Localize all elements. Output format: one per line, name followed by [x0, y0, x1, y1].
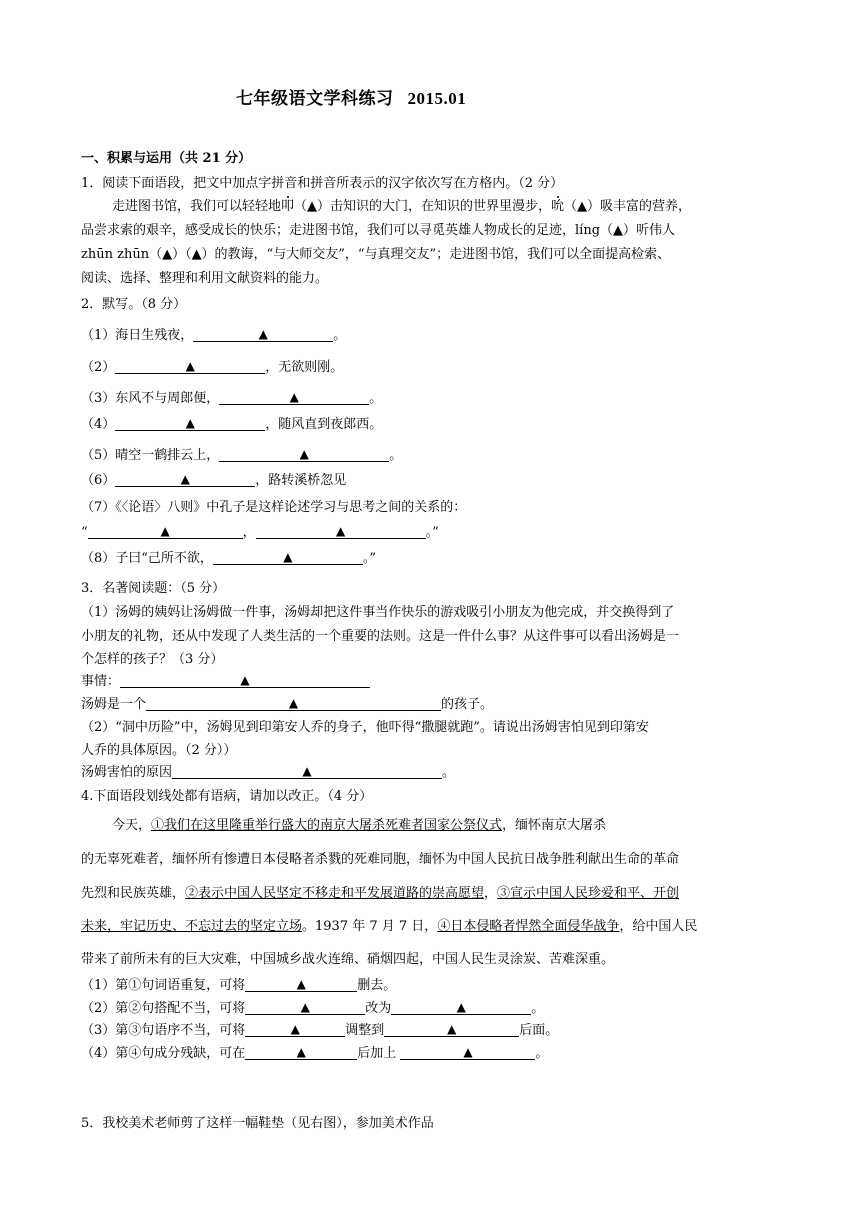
q1-line-3: zhūn zhūn（▲）（▲）的教诲，“与大师交友”，“与真理交友”；走进图书馆，我们可以全面提高检索、 — [81, 247, 671, 262]
q4-answer-2: （2）第②句搭配不当，可将 ▲ 改为 ▲ 。 — [81, 1000, 545, 1016]
title-date: 2015.01 — [407, 89, 467, 108]
answer-blank[interactable]: ▲ — [219, 447, 389, 462]
q5-stem: 5．我校美术老师剪了这样一幅鞋垫（见右图），参加美术作品 — [81, 1116, 434, 1131]
answer-blank[interactable]: ▲ — [391, 1000, 531, 1015]
q2-item-6: （6） ▲ ，路转溪桥忽见 — [81, 472, 347, 488]
answer-blank[interactable]: ▲ — [256, 524, 426, 539]
dotted-char-2: 吮 — [551, 199, 565, 214]
underlined-sentence: ②表示中国人民坚定不移走和平发展道路的崇高愿望 — [185, 886, 485, 901]
page-title — [236, 84, 466, 109]
answer-blank[interactable]: ▲ — [88, 524, 243, 539]
answer-blank[interactable]: ▲ — [146, 696, 441, 711]
q1-line-2: 品尝求索的艰辛，感受成长的快乐；走进图书馆，我们可以寻觅英雄人物成长的足迹，líng（▲）听伟人 — [81, 223, 676, 238]
underlined-sentence: ④日本侵略者悍然全面侵华战争 — [437, 919, 620, 934]
q4-passage-2: 的无辜死难者，缅怀所有惨遭日本侵略者杀戮的死难同胞，缅怀为中国人民抗日战争胜利献出生命的革命 — [81, 852, 680, 867]
q3-sub2-line-2: 人乔的具体原因。（2 分）） — [81, 743, 237, 758]
answer-blank[interactable]: ▲ — [120, 673, 370, 688]
dotted-char-1: 叩 — [281, 199, 295, 214]
q2-item-7: （7）《〈论语〉八则》中孔子是这样论述学习与思考之间的关系的： — [81, 500, 467, 515]
q2-item-4: （4） ▲ ，随风直到夜郎西。 — [81, 416, 383, 432]
q2-item-1: （1）海日生残夜， ▲ 。 — [81, 327, 347, 343]
q2-item-2: （2） ▲ ，无欲则刚。 — [81, 359, 344, 375]
q2-item-5: （5）晴空一鹤排云上， ▲ 。 — [81, 447, 403, 463]
underlined-sentence: ③宣示中国人民珍爱和平、开创 — [497, 886, 680, 901]
answer-blank[interactable]: ▲ — [400, 1045, 535, 1060]
q4-passage-3: 先烈和民族英雄，②表示中国人民坚定不移走和平发展道路的崇高愿望，③宣示中国人民珍爱和平、开创 — [81, 886, 680, 901]
q4-passage-1: 今天，①我们在这里隆重举行盛大的南京大屠杀死难者国家公祭仪式，缅怀南京大屠杀 — [112, 818, 607, 833]
q4-passage-4: 未来，牢记历史、不忘过去的坚定立场。1937 年 7 月 7 日，④日本侵略者悍然全面侵华战争，给中国人民 — [81, 919, 698, 934]
underlined-sentence: ①我们在这里隆重举行盛大的南京大屠杀死难者国家公祭仪式 — [151, 818, 503, 833]
q3-sub1-line-3: 个怎样的孩子？（3 分） — [81, 652, 224, 667]
answer-blank[interactable]: ▲ — [245, 1022, 345, 1037]
q2-item-7-answer: “ ▲ ， ▲ 。” — [81, 524, 439, 540]
q4-answer-1: （1）第①句词语重复，可将 ▲ 删去。 — [81, 977, 397, 993]
title-text: 七年级语文学科练习 — [236, 89, 394, 109]
q3-sub1-line-1: （1）汤姆的姨妈让汤姆做一件事，汤姆却把这件事当作快乐的游戏吸引小朋友为他完成，并交换得到了 — [81, 605, 675, 620]
q2-item-3: （3）东风不与周郎便， ▲ 。 — [81, 390, 383, 406]
answer-blank[interactable]: ▲ — [219, 390, 369, 405]
underlined-sentence: 未来，牢记历史、不忘过去的坚定立场 — [81, 919, 303, 934]
answer-blank[interactable]: ▲ — [115, 472, 255, 487]
answer-blank[interactable]: ▲ — [172, 764, 442, 779]
answer-blank[interactable]: ▲ — [245, 1000, 365, 1015]
q4-answer-3: （3）第③句语序不当，可将 ▲ 调整到 ▲ 后面。 — [81, 1022, 559, 1038]
answer-blank[interactable]: ▲ — [115, 416, 265, 431]
q3-tom: 汤姆是一个 ▲ 的孩子。 — [81, 696, 494, 712]
q1-stem: 1．阅读下面语段，把文中加点字拼音和拼音所表示的汉字依次写在方格内。（2 分） — [81, 176, 564, 191]
q3-sub1-line-2: 小朋友的礼物，还从中发现了人类生活的一个重要的法则。这是一件什么事？从这件事可以看出汤姆是一 — [81, 629, 680, 644]
q4-answer-4: （4）第④句成分残缺，可在 ▲ 后加上 ▲ 。 — [81, 1045, 549, 1061]
answer-blank[interactable]: ▲ — [245, 1045, 357, 1060]
answer-blank[interactable]: ▲ — [213, 550, 363, 565]
q2-stem: 2．默写。（8 分） — [81, 297, 187, 312]
section-heading: 一、积累与运用（共 21 分） — [81, 151, 252, 166]
answer-blank[interactable]: ▲ — [115, 359, 265, 374]
q1-line-4: 阅读、选择、整理和利用文献资料的能力。 — [81, 271, 329, 286]
q2-item-8: （8）子曰“己所不欲， ▲ 。” — [81, 550, 377, 566]
q4-stem: 4.下面语段划线处都有语病，请加以改正。（4 分） — [81, 789, 373, 804]
q3-thing: 事情： ▲ — [81, 673, 370, 691]
q4-passage-5: 带来了前所未有的巨大灾难，中国城乡战火连绵、硝烟四起，中国人民生灵涂炭、苦难深重。 — [81, 952, 615, 967]
q1-line-1: 走进图书馆，我们可以轻轻地叩（▲）击知识的大门，在知识的世界里漫步，吮（▲）吸丰富的营养， — [112, 199, 692, 214]
answer-blank[interactable]: ▲ — [193, 327, 333, 342]
q3-reason: 汤姆害怕的原因 ▲ 。 — [81, 764, 456, 780]
answer-blank[interactable]: ▲ — [384, 1022, 519, 1037]
q3-sub2-line-1: （2）“洞中历险”中，汤姆见到印第安人乔的身子，他吓得“撒腿就跑”。请说出汤姆害怕见到印第安 — [81, 720, 649, 735]
answer-blank[interactable]: ▲ — [245, 977, 357, 992]
q3-stem: 3．名著阅读题：（5 分） — [81, 581, 226, 596]
